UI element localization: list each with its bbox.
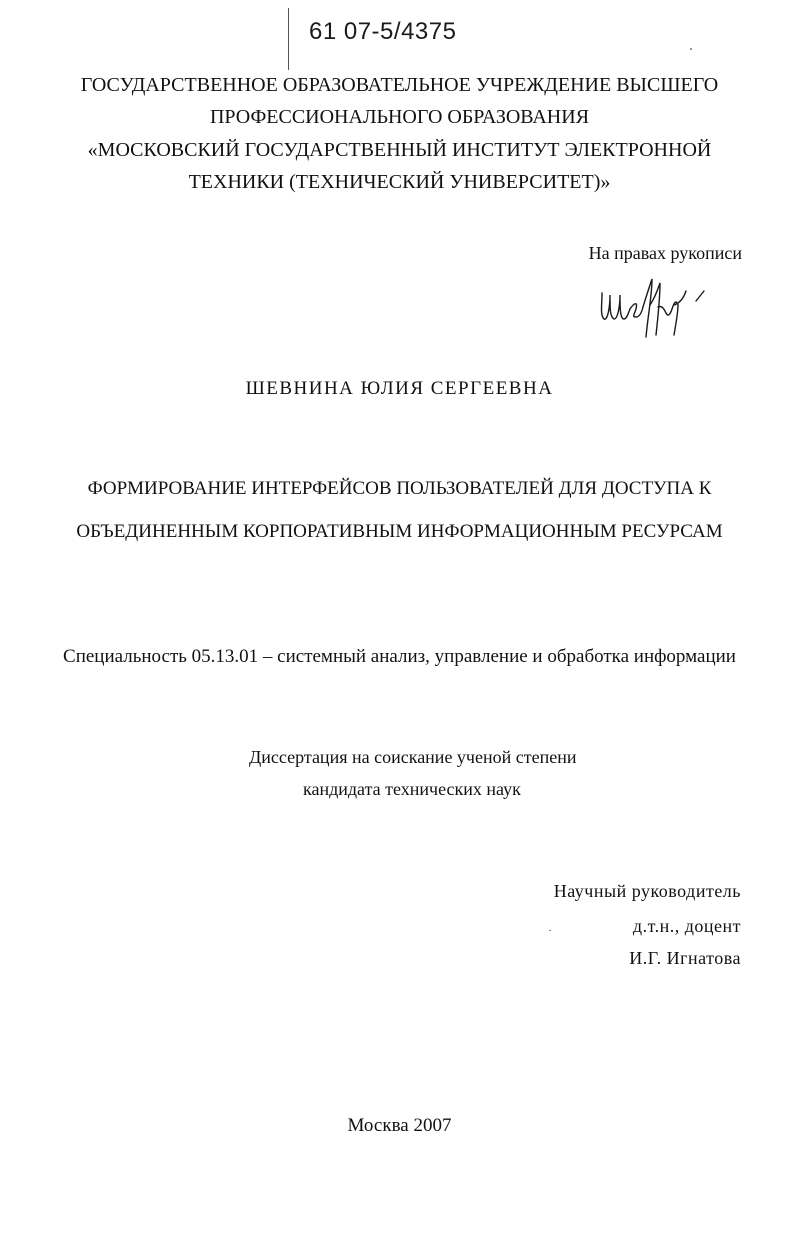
author-name: ШЕВНИНА ЮЛИЯ СЕРГЕЕВНА	[245, 378, 554, 399]
title-line-2: ОБЪЕДИНЕННЫМ КОРПОРАТИВНЫМ ИНФОРМАЦИОННЫМ РЕСУРСАМ	[76, 521, 723, 542]
institution-line-3: «МОСКОВСКИЙ ГОСУДАРСТВЕННЫЙ ИНСТИТУТ ЭЛЕКТРОННОЙ	[87, 139, 712, 161]
scan-speck	[549, 930, 551, 931]
institution-line-1: ГОСУДАРСТВЕННОЕ ОБРАЗОВАТЕЛЬНОЕ УЧРЕЖДЕНИЕ ВЫСШЕГО	[80, 74, 719, 96]
archive-number: 61 07-5/4375	[309, 18, 457, 45]
dissertation-line-1: Диссертация на соискание ученой степени	[249, 747, 577, 767]
institution-line-4: ТЕХНИКИ (ТЕХНИЧЕСКИЙ УНИВЕРСИТЕТ)»	[188, 171, 611, 193]
specialty-line: Специальность 05.13.01 – системный анализ, управление и обработка информации	[63, 646, 736, 667]
signature-image	[596, 275, 716, 345]
dissertation-line-2: кандидата технических наук	[303, 779, 521, 799]
margin-mark	[288, 8, 289, 70]
scan-speck	[690, 48, 692, 50]
supervisor-name: И.Г. Игнатова	[629, 948, 741, 968]
title-line-1: ФОРМИРОВАНИЕ ИНТЕРФЕЙСОВ ПОЛЬЗОВАТЕЛЕЙ ДЛЯ ДОСТУПА К	[87, 478, 712, 499]
institution-line-2: ПРОФЕССИОНАЛЬНОГО ОБРАЗОВАНИЯ	[209, 106, 590, 128]
supervisor-role: Научный руководитель	[553, 881, 741, 901]
city-year: Москва 2007	[347, 1115, 452, 1136]
manuscript-rights: На правах рукописи	[588, 243, 742, 263]
supervisor-degree: д.т.н., доцент	[632, 916, 741, 936]
